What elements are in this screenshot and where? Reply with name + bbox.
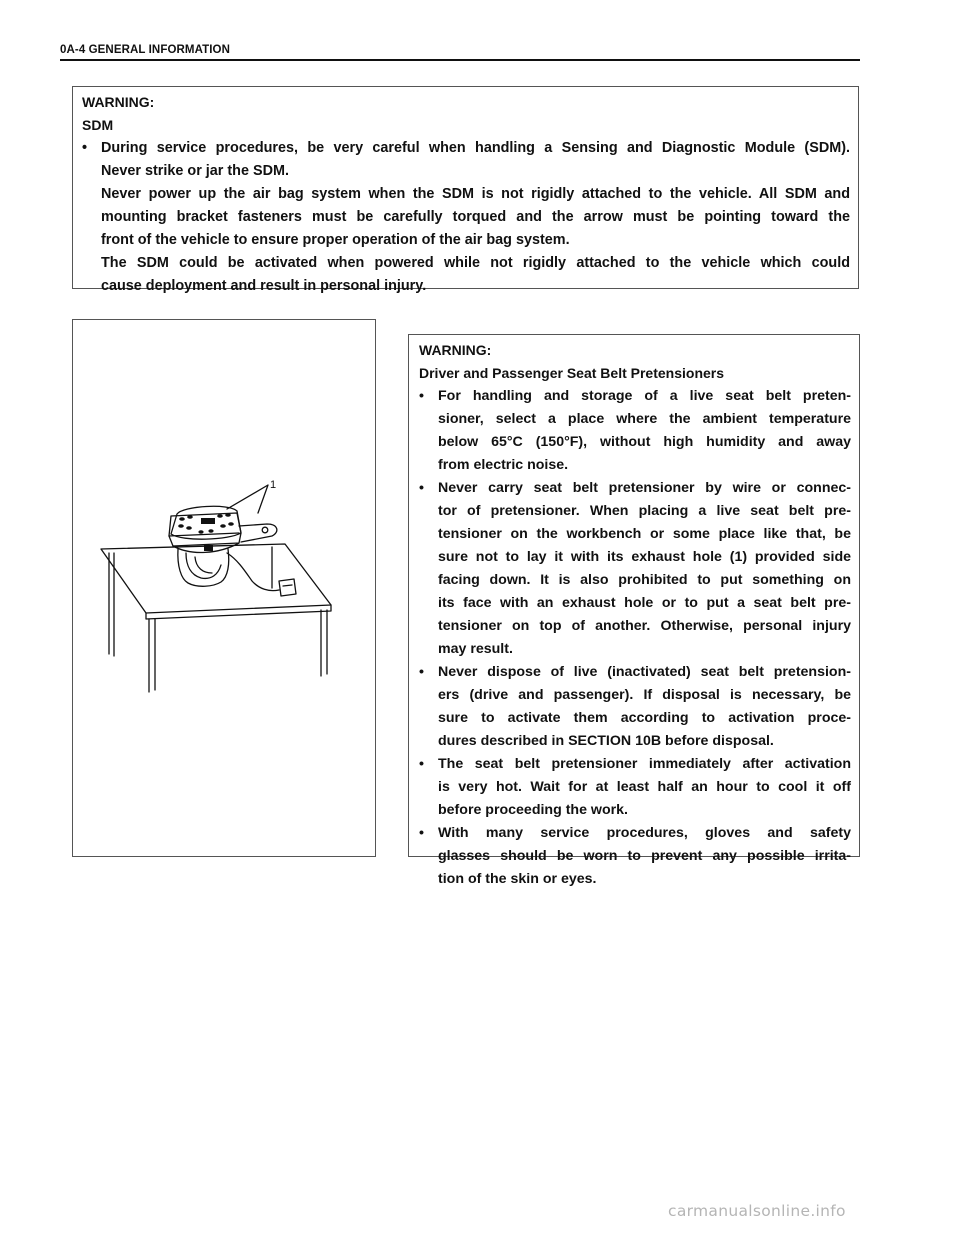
warning-line: tion of the skin or eyes. [438,871,597,887]
warning-line: sure not to lay it with its exhaust hole (1) provided side [438,549,851,565]
bullet-icon: • [419,388,424,404]
warning-subtitle: Driver and Passenger Seat Belt Pretensioners [419,365,725,381]
warning-line: sure to activate them according to activation proce- [438,710,851,726]
table-leg [109,553,114,656]
warning-heading: WARNING: [419,342,492,358]
warning-line: tensioner on top of another. Otherwise, personal injury [438,618,851,634]
warning-line: The SDM could be activated when powered while not rigidly attached to the vehicle which could [101,255,850,271]
warning-line: • The seat belt pretensioner immediately after activation [419,753,851,776]
table-top [101,544,331,613]
table-leg [321,610,327,676]
mounting-bracket [239,524,277,542]
warning-line: mounting bracket fasteners must be carefully torqued and the arrow must be pointing toward the [101,209,850,225]
page-header: 0A-4 GENERAL INFORMATION [60,44,231,56]
figure-box [72,319,376,857]
warning-box-pretensioner [408,334,860,887]
warning-line: tensioner on the workbench or some place like that, be [438,526,851,542]
warning-line: cause deployment and result in personal injury. [101,278,427,294]
warning-line: below 65°C (150°F), without high humidity and away [438,434,851,450]
warning-line: Never power up the air bag system when the SDM is not rigidly attached to the vehicle. All SDM and [101,186,850,202]
warning-line: • Never carry seat belt pretensioner by wire or connec- [419,477,851,500]
warning-line: • With many service procedures, gloves and safety [419,822,851,845]
warning-line: glasses should be worn to prevent any possible irrita- [438,848,851,864]
warning-line: • Never dispose of live (inactivated) seat belt pretension- [419,661,851,684]
warning-line: is very hot. Wait for at least half an hour to cool it off [438,779,851,795]
warning-line: front of the vehicle to ensure proper operation of the air bag system. [101,232,570,248]
table-leg [149,619,155,692]
warning-line: tor of pretensioner. When placing a live seat belt pre- [438,503,851,519]
watermark[interactable]: carmanualsonline.info [668,1202,846,1220]
warning-subtitle: SDM [82,117,114,133]
warning-line: • For handling and storage of a live seat belt preten- [419,385,851,408]
callout-label: 1 [270,479,277,491]
bullet-icon: • [419,756,424,772]
warning-line: before proceeding the work. [438,802,628,818]
pretensioner-on-workbench-illustration [73,320,375,856]
warning-line: from electric noise. [438,457,569,473]
warning-line: sioner, select a place where the ambient temperature [438,411,851,427]
warning-line: facing down. It is also prohibited to put something on [438,572,851,588]
bullet-icon: • [419,480,424,496]
warning-line: ers (drive and passenger). If disposal is necessary, be [438,687,851,703]
warning-heading: WARNING: [82,94,155,110]
wire [227,553,279,591]
header-rule [60,59,860,61]
warning-line: its face with an exhaust hole or to put a seat belt pre- [438,595,851,611]
warning-line: Never strike or jar the SDM. [101,163,289,179]
bullet-icon: • [419,664,424,680]
warning-box-sdm [72,86,859,294]
bullet-icon: • [419,825,424,841]
warning-line: may result. [438,641,513,657]
connector [279,579,296,596]
warning-line: • During service procedures, be very careful when handling a Sensing and Diagnostic Module (SDM). [82,137,850,160]
warning-line: dures described in SECTION 10B before disposal. [438,733,774,749]
bullet-icon: • [82,140,88,156]
